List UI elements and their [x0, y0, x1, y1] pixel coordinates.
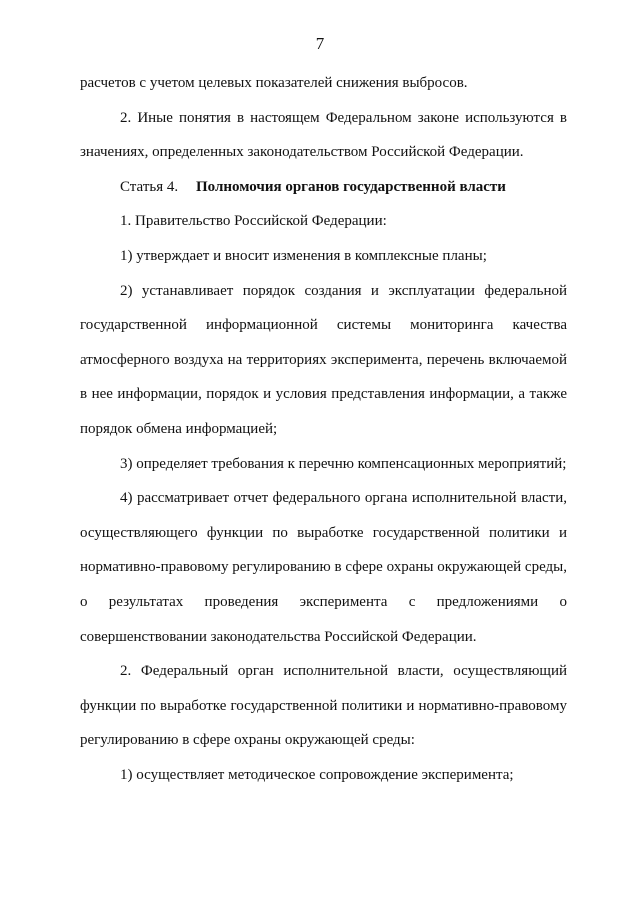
- list-item-approves-plans: 1) утверждает и вносит изменения в комплексные планы;: [120, 247, 487, 264]
- article-number: Статья 4.: [120, 178, 179, 195]
- paragraph-federal-body: 2. Федеральный орган исполнительной власти, осуществляющий функции по выработке государственной политики и нормативно-правовому регулированию в сфере охраны окружающей среды:: [80, 663, 567, 749]
- page-number: 7: [315, 34, 325, 53]
- list-item-methodical-support: 1) осуществляет методическое сопровождение эксперимента;: [120, 766, 514, 783]
- list-item-report-review: 4) рассматривает отчет федерального органа исполнительной власти, осуществляющего функции по выработке государственной политики и нормативно-правовому регулированию в сфере охраны окружающей среды, о результатах проведения эксперимента с предложениями о совершенствовании законодательства Российской Федерации.: [80, 490, 567, 645]
- document-body: [80, 66, 567, 792]
- paragraph-continuation: расчетов с учетом целевых показателей снижения выбросов.: [80, 75, 468, 91]
- article-title: Полномочия органов государственной власти: [196, 178, 506, 195]
- paragraph-other-terms: 2. Иные понятия в настоящем Федеральном законе используются в значениях, определенных законодательством Российской Федерации.: [80, 109, 567, 161]
- list-item-compensation-requirements: 3) определяет требования к перечню компенсационных мероприятий;: [120, 455, 567, 472]
- list-item-monitoring-system: 2) устанавливает порядок создания и эксплуатации федеральной государственной информационной системы мониторинга качества атмосферного воздуха на территориях эксперимента, перечень включаемой в нее информации, порядок и условия представления информации, а также порядок обмена информацией;: [80, 282, 567, 437]
- article-heading: [80, 170, 567, 205]
- paragraph-government: 1. Правительство Российской Федерации:: [120, 213, 387, 230]
